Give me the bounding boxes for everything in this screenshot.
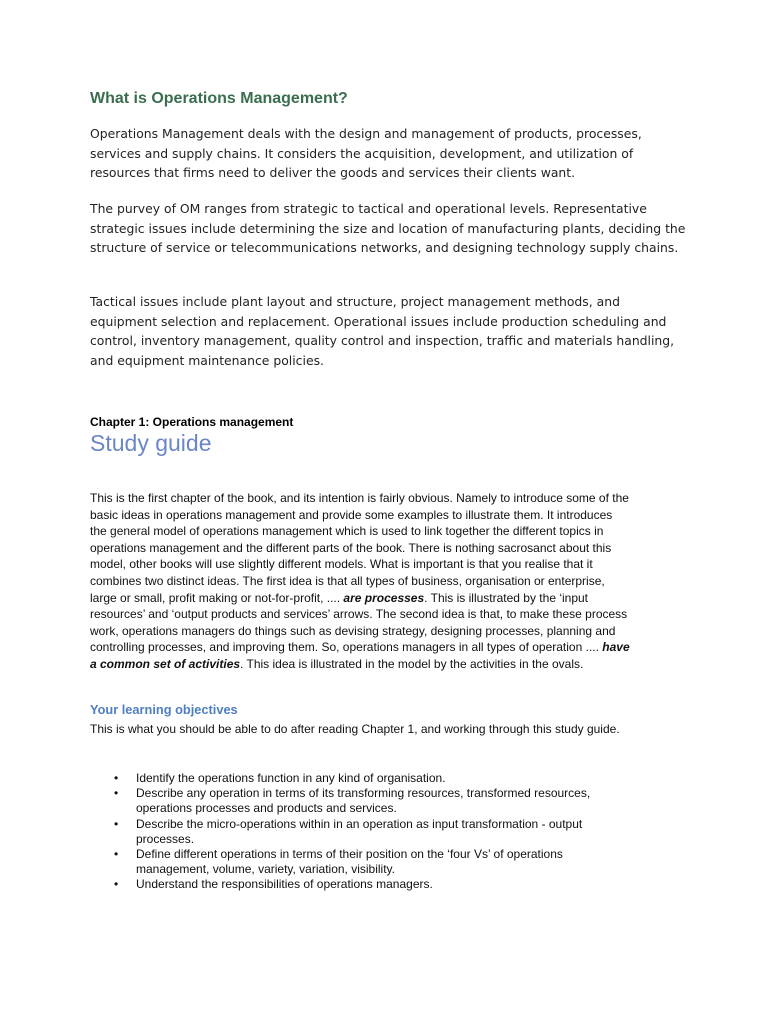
list-item xyxy=(90,847,630,877)
intro-emphasis-2: have a common set of activities xyxy=(90,640,630,671)
intro-text-1: This is the first chapter of the book, and its intention is fairly obvious. Namely to introduce some of the basic ideas in operations management and provide some examples to illustrate them. It introduces the general model of operations management which is used to link together the different topics in operations management and the different parts of the book. There is nothing sacrosanct about this model, other books will use slightly different models. What is important is that you realise that it combines two distinct ideas. The first idea is that all types of business, organisation or enterprise, large or small, profit making or not-for-profit, .... xyxy=(90,491,629,605)
paragraph-definition: Operations Management deals with the design and management of products, processes, services and supply chains. It considers the acquisition, development, and utilization of resources that firms need to deliver the goods and services their clients want. xyxy=(90,126,642,180)
bullet-icon: • xyxy=(114,771,119,785)
bullet-icon: • xyxy=(114,786,119,801)
list-item-text: Define different operations in terms of their position on the ‘four Vs’ of operations management, volume, variety, variation, visibility. xyxy=(136,847,563,877)
list-item xyxy=(90,771,630,786)
bullet-icon: • xyxy=(114,847,119,862)
intro-text-2: . This is illustrated by the ‘input resources’ and ‘output products and services’ arrows. The second idea is that, to make these process work, operations managers do things such as devising strategy, designing processes, planning and controlling processes, and improving them. So, operations managers in all types of operation .... xyxy=(90,590,628,655)
list-item xyxy=(90,817,630,847)
intro-paragraph xyxy=(90,490,630,673)
paragraph-tactical: Tactical issues include plant layout and structure, project management methods, and equipment selection and replacement. Operational issues include production scheduling and control, inventory management, quality control and inspection, traffic and materials handling, and equipment maintenance policies. xyxy=(90,294,675,368)
objectives-list xyxy=(90,771,630,893)
bullet-icon: • xyxy=(114,877,119,892)
list-item-text: Describe any operation in terms of its transforming resources, transformed resources, operations processes and products and services. xyxy=(136,786,591,816)
paragraph-purvey: The purvey of OM ranges from strategic to tactical and operational levels. Representative strategic issues include determining the size and location of manufacturing plants, deciding the structure of service or telecommunications networks, and designing technology supply chains. xyxy=(90,201,686,255)
objectives-intro: This is what you should be able to do after reading Chapter 1, and working through this study guide. xyxy=(90,722,620,736)
list-item-text: Describe the micro-operations within in an operation as input transformation - output processes. xyxy=(136,816,583,846)
chapter-label: Chapter 1: Operations management xyxy=(90,415,294,429)
study-guide-title: Study guide xyxy=(90,430,212,456)
intro-text-3: . This idea is illustrated in the model by the activities in the ovals. xyxy=(240,656,584,671)
bullet-icon: • xyxy=(114,816,119,831)
objectives-heading: Your learning objectives xyxy=(90,702,238,717)
section-heading: What is Operations Management? xyxy=(90,90,348,107)
list-item xyxy=(90,786,630,816)
list-item-text: Identify the operations function in any kind of organisation. xyxy=(136,771,446,785)
list-item-text: Understand the responsibilities of operations managers. xyxy=(136,877,433,892)
list-item xyxy=(90,877,630,892)
intro-emphasis-1: are processes xyxy=(343,590,425,605)
